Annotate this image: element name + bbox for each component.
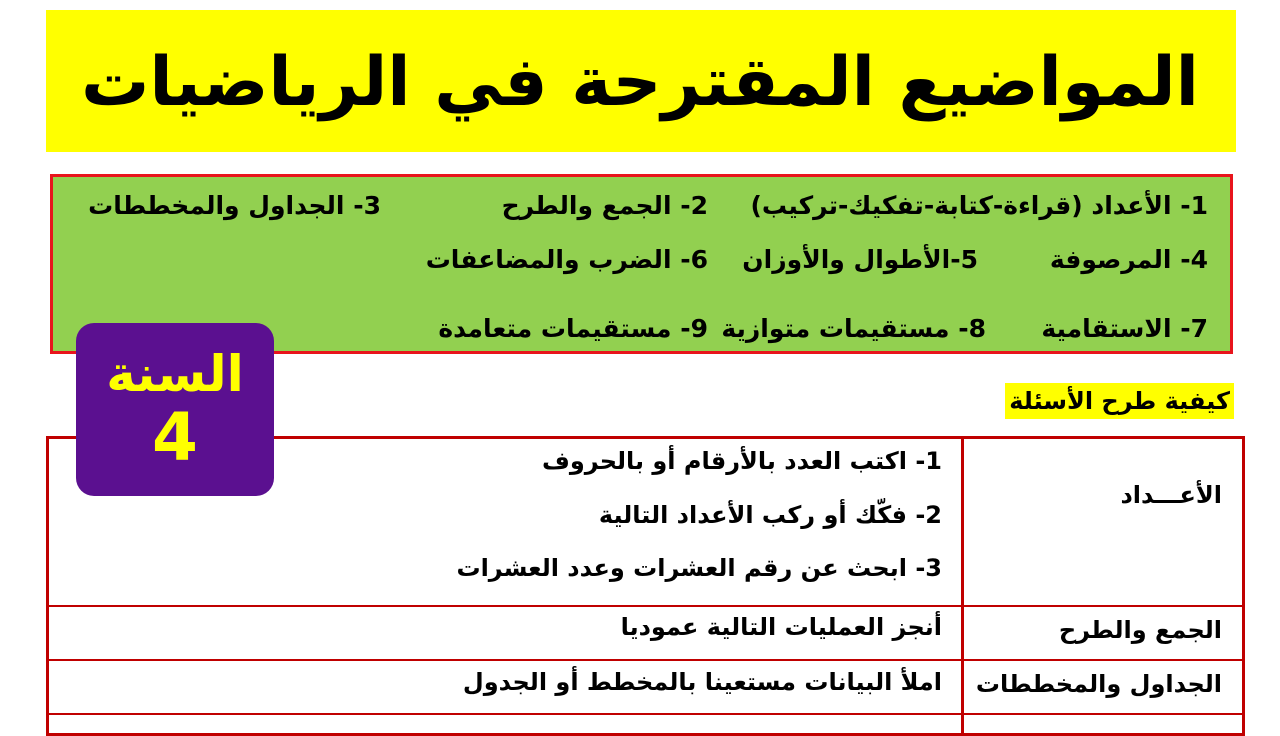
table-row-question: 3- ابحث عن رقم العشرات وعدد العشرات — [456, 554, 942, 582]
page-title: المواضيع المقترحة في الرياضيات — [81, 42, 1199, 122]
topic-item: 5-الأطوال والأوزان — [742, 245, 978, 274]
topic-item: 8- مستقيمات متوازية — [721, 314, 986, 343]
topic-item: 6- الضرب والمضاعفات — [425, 245, 708, 274]
topic-item: 4- المرصوفة — [1049, 245, 1208, 274]
year-number: 4 — [152, 398, 198, 476]
table-row-topic: الجداول والمخططات — [975, 670, 1222, 698]
topic-item: 1- الأعداد (قراءة-كتابة-تفكيك-تركيب) — [750, 191, 1208, 220]
section-heading: كيفية طرح الأسئلة — [1005, 383, 1234, 419]
year-label: السنة — [106, 345, 244, 404]
table-row-question: أنجز العمليات التالية عموديا — [620, 613, 942, 641]
topic-item: 3- الجداول والمخططات — [88, 191, 381, 220]
table-row-topic: الأعـــداد — [1120, 481, 1222, 509]
topic-item: 2- الجمع والطرح — [501, 191, 708, 220]
table-row-topic: الجمع والطرح — [1058, 616, 1222, 644]
row-divider — [49, 713, 1242, 715]
year-badge — [76, 323, 274, 496]
row-divider — [49, 659, 1242, 661]
table-row-question: 2- فكّك أو ركب الأعداد التالية — [598, 501, 942, 529]
table-row-question: املأ البيانات مستعينا بالمخطط أو الجدول — [462, 668, 942, 696]
topic-item: 9- مستقيمات متعامدة — [438, 314, 708, 343]
column-divider — [961, 439, 964, 733]
table-row-question: 1- اكتب العدد بالأرقام أو بالحروف — [541, 447, 942, 475]
row-divider — [49, 605, 1242, 607]
topic-item: 7- الاستقامية — [1041, 314, 1208, 343]
